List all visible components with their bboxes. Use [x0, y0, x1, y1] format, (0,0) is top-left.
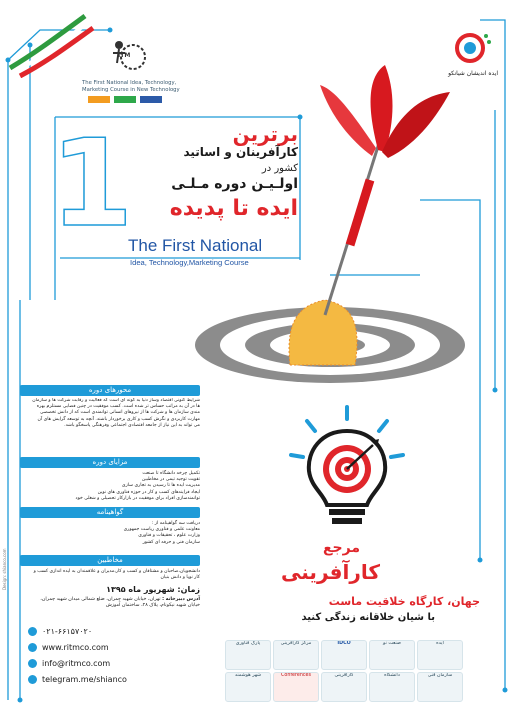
globe-icon [28, 643, 37, 652]
sponsor-logo: IDCO [321, 640, 367, 670]
sponsor-logo: سازمان فنی [417, 672, 463, 702]
reference-line2: کارآفرینی [281, 560, 380, 584]
certificate-item: وزارت علوم ، تحقیقات و فناوری [138, 533, 200, 539]
english-title: The First National [128, 236, 263, 255]
slogan-line1: جهان، کارگاه خلاقیت ماست [328, 595, 480, 608]
target-dart-illustration [190, 60, 500, 390]
certificate-list [30, 521, 200, 546]
certificate-intro: دریافت سه گواهینامه از : [151, 521, 200, 526]
color-bar-blue [140, 96, 162, 103]
org-name: ایده اندیشان شیانکو [448, 70, 498, 77]
email-link[interactable]: info@ritmco.com [42, 659, 111, 668]
itm-logo-text: ITM [118, 52, 131, 59]
telegram-link[interactable]: telegram.me/shianco [42, 675, 127, 684]
sponsor-logo: کارآفرینی [321, 672, 367, 702]
audience-title: مخاطبین [20, 555, 200, 566]
sponsor-logo: ایده [417, 640, 463, 670]
flag-ribbon-icon [5, 8, 95, 78]
topics-text: شرایط کنونی اقتصاد وساز دنیا به گونه ای است که فعالیت و رقابت شرکت ها و سازمان ها در آن به مراتب حساس تر شده است. کسب موفقیت در چنین فضایی مستلزم بهره مندی سازمان ها و شرکت ها از نیروهای انسانی توانمندی است که از دانش تخصصی مهارت کاربردی و نگرش کسب و کاری برخوردار باشند. آنچه به توسعه گرایش های آن می تواند به این نیاز از جامعه اقتصادی اجتماعی وفرهنگی پاسخگو باشد. [32, 398, 200, 428]
headline-line2: کارآفرینان و اساتید [183, 145, 298, 159]
benefit-item: تکمیل چرخه دانشگاه تا صنعت [142, 471, 200, 476]
certificate-item: معاونت علمی و فناوری ریاست جمهوری [123, 527, 200, 533]
website-link[interactable]: www.ritmco.com [42, 643, 109, 652]
top-left-caption-1: The First National Idea, Technology, [82, 80, 177, 86]
topics-title: محورهای دوره [20, 385, 200, 396]
address-label: آدرس دبیرخانه : [162, 597, 200, 602]
benefits-title: مزایای دوره [20, 457, 200, 468]
color-bar-orange [88, 96, 110, 103]
certificate-title: گواهینامه [20, 507, 200, 518]
reference-line1: مرجع [322, 540, 360, 556]
event-address [30, 597, 200, 609]
benefits-list [30, 471, 200, 502]
top-left-caption-2: Marketing Course in New Technology [82, 87, 180, 93]
color-bar-green [114, 96, 136, 103]
benefit-item: توانمندسازی افراد برای موفقیت در بازارکار تحصیلی و شغلی خود [75, 495, 200, 501]
sponsor-logo: پارک فناوری [225, 640, 271, 670]
headline-line3: کشور در [261, 163, 298, 174]
english-subtitle: Idea, Technology,Marketing Course [130, 258, 249, 267]
benefit-item: مدیریت ایده ها تا رسیدن به تجاری سازی [121, 483, 200, 489]
headline-line1: برترین [232, 122, 298, 146]
phone-number[interactable]: ۰۲۱-۶۶۱۵۷۰۲۰ [42, 627, 93, 636]
headline-line5: ایده تا پدیده [169, 196, 298, 221]
bulb-target-icon [285, 405, 410, 535]
headline-line4: اولـیـن دوره مـلـی [171, 176, 298, 192]
sponsor-logo: دانشگاه [369, 672, 415, 702]
big-number: 1 [50, 115, 134, 254]
sponsor-logo: شهر هوشمند [225, 672, 271, 702]
sponsor-logo: Conferences [273, 672, 319, 702]
phone-icon [28, 627, 37, 636]
telegram-icon [28, 675, 37, 684]
event-time: زمان: شهریور ماه ۱۳۹۵ [106, 585, 200, 594]
vertical-note: Design: shianco.com [2, 548, 7, 590]
sponsor-logo: صنعت نو [369, 640, 415, 670]
sponsor-logo: مرکز کارآفرینی [273, 640, 319, 670]
email-icon [28, 659, 37, 668]
benefit-item: ایجاد فرایندهای کسب و کار در حوزه فناوری های نوین [97, 489, 200, 495]
address-text: تهران، خیابان شهید چمران، ضلع شمالی میدان شهید چمران، خیابان شهید نیکونام، پلاک ۲۸، ساختمان آموزش [40, 597, 200, 608]
certificate-item: سازمان فنی و حرفه ای کشور [142, 539, 200, 545]
benefit-item: تقویت توجیه تیمی در مخاطبین [141, 477, 200, 483]
audience-text: دانشجویان،صاحبان و مشتاقان و کسب و کار،مدیران و علاقمندان به ایده اندازی کسب و کار نوپا و دانش بنیان [33, 569, 200, 581]
slogan-line2: با شیان خلاقانه زندگی کنید [301, 612, 435, 623]
